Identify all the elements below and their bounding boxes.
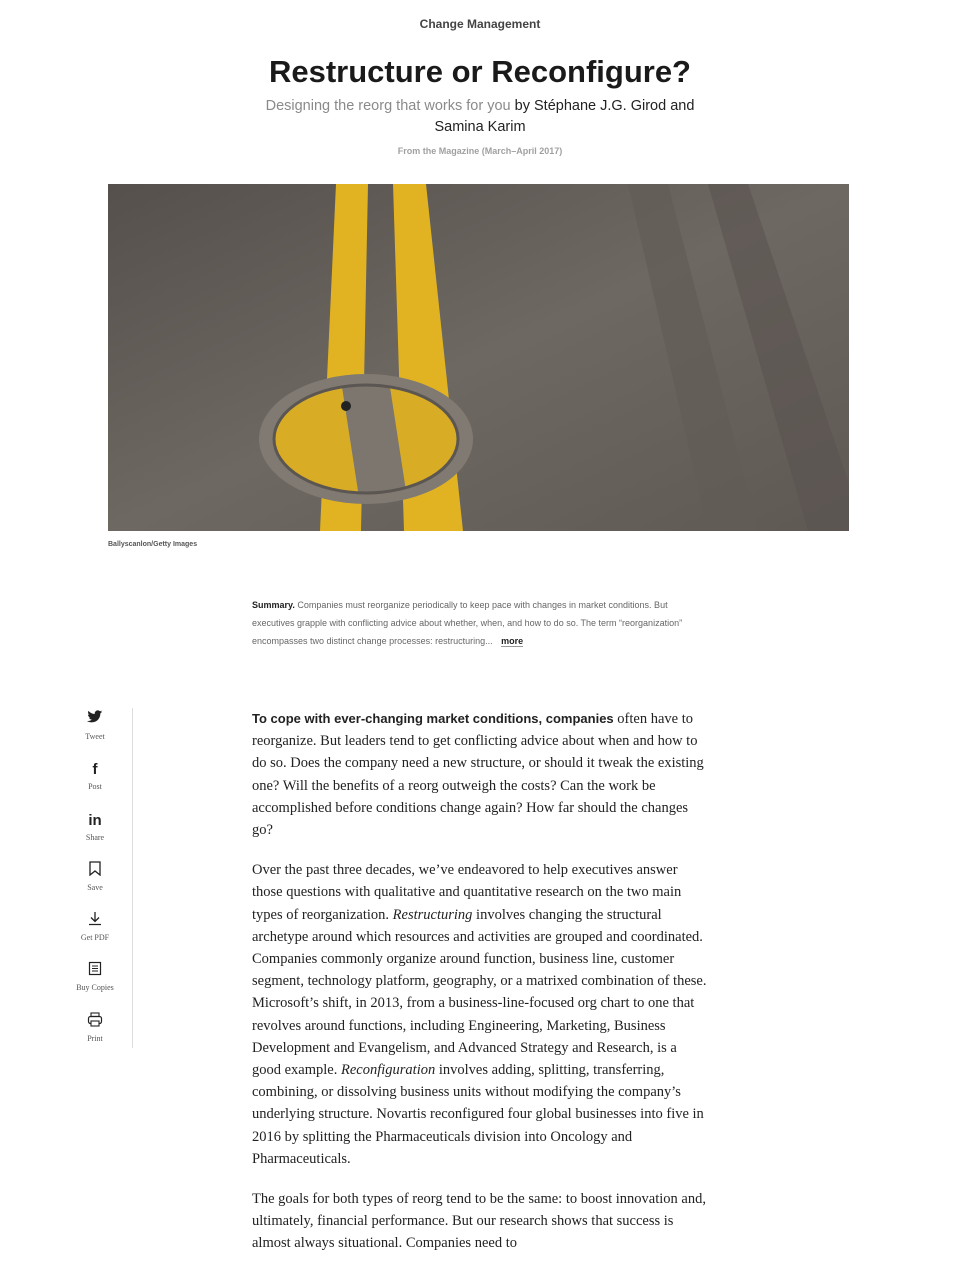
share-linkedin-label: Share <box>85 833 105 842</box>
article-body <box>252 708 708 1273</box>
facebook-icon: f <box>92 761 98 778</box>
print-button[interactable] <box>72 1012 118 1043</box>
buy-copies-label: Buy Copies <box>76 983 114 992</box>
get-pdf-label: Get PDF <box>80 933 110 942</box>
twitter-icon <box>72 710 118 730</box>
download-icon <box>72 911 118 931</box>
summary-box <box>252 596 704 650</box>
buy-copies-button[interactable] <box>72 961 118 992</box>
magazine-source: From the Magazine (March–April 2017) <box>397 146 563 156</box>
linkedin-icon: in <box>88 812 102 829</box>
term-reconfiguration: Reconfiguration <box>341 1062 436 1079</box>
term-restructuring: Restructuring <box>392 906 473 923</box>
save-label: Save <box>87 883 103 892</box>
paragraph-text: Over the past three decades, we’ve endeavored to help executives answer those questions with qualitative and quantitative research on the two main types of reorganization. <box>252 862 682 923</box>
save-button[interactable] <box>72 861 118 892</box>
paragraph-text: involves changing the structural archetype around which resources and activities are grouped and coordinated. Companies commonly organize around function, business line, customer segment, technology platform, geography, or a matrixed combination of these. Microsoft’s shift, in 2013, from a business-line-focused org chart to one that revolves around functions, including Engineering, Marketing, Business Development and Evangelism, and Advanced Strategy and Research, is a good example. <box>252 906 707 1079</box>
image-credit: Ballyscanlon/Getty Images <box>108 541 198 548</box>
share-toolbar <box>72 708 133 1048</box>
print-label: Print <box>87 1034 103 1043</box>
article-dek <box>260 96 700 138</box>
share-post[interactable] <box>72 760 118 791</box>
summary-text: Companies must reorganize periodically to keep pace with changes in market conditions. But executives grapple with conflicting advice about whether, when, and how to do so. The term “reorganization” encompasses two distinct change processes: restructuring... <box>252 600 683 646</box>
share-tweet[interactable] <box>72 710 118 741</box>
article-paragraph <box>252 708 708 841</box>
copies-icon <box>72 961 118 981</box>
byline-authors[interactable]: Stéphane J.G. Girod and Samina Karim <box>434 98 695 135</box>
lead-in: To cope with ever-changing market conditions, companies <box>252 711 614 726</box>
byline-by: by <box>514 98 530 114</box>
article-paragraph: The goals for both types of reorg tend to be the same: to boost innovation and, ultimately, financial performance. But our research shows that success is almost always situational. Companies need to <box>252 1191 706 1252</box>
summary-label: Summary. <box>252 600 295 610</box>
share-tweet-label: Tweet <box>85 732 105 741</box>
share-post-label: Post <box>88 782 102 791</box>
topic-label[interactable]: Change Management <box>419 17 541 31</box>
share-linkedin[interactable] <box>72 811 118 842</box>
article-title: Restructure or Reconfigure? <box>268 54 691 89</box>
summary-more-link[interactable]: more <box>501 636 524 646</box>
paragraph-text: often have to reorganize. But leaders tend to get conflicting advice about when and how to do so. Does the company need a new structure, or should it tweak the existing one? Will the benefits of a reorg outweigh the costs? Can the work be accomplished before conditions change again? How far should the changes go? <box>252 711 704 839</box>
paragraph-text: involves adding, splitting, transferring, combining, or dissolving business units without modifying the company’s underlying structure. Novartis reconfigured four global businesses into five in 2016 by splitting the Pharmaceuticals division into Oncology and Pharmaceuticals. <box>252 1062 704 1167</box>
get-pdf-button[interactable] <box>72 911 118 942</box>
hero-image <box>108 184 849 531</box>
bookmark-icon <box>72 861 118 881</box>
printer-icon <box>72 1012 118 1032</box>
article-paragraph <box>252 859 708 1170</box>
article-subtitle: Designing the reorg that works for you <box>265 98 511 114</box>
